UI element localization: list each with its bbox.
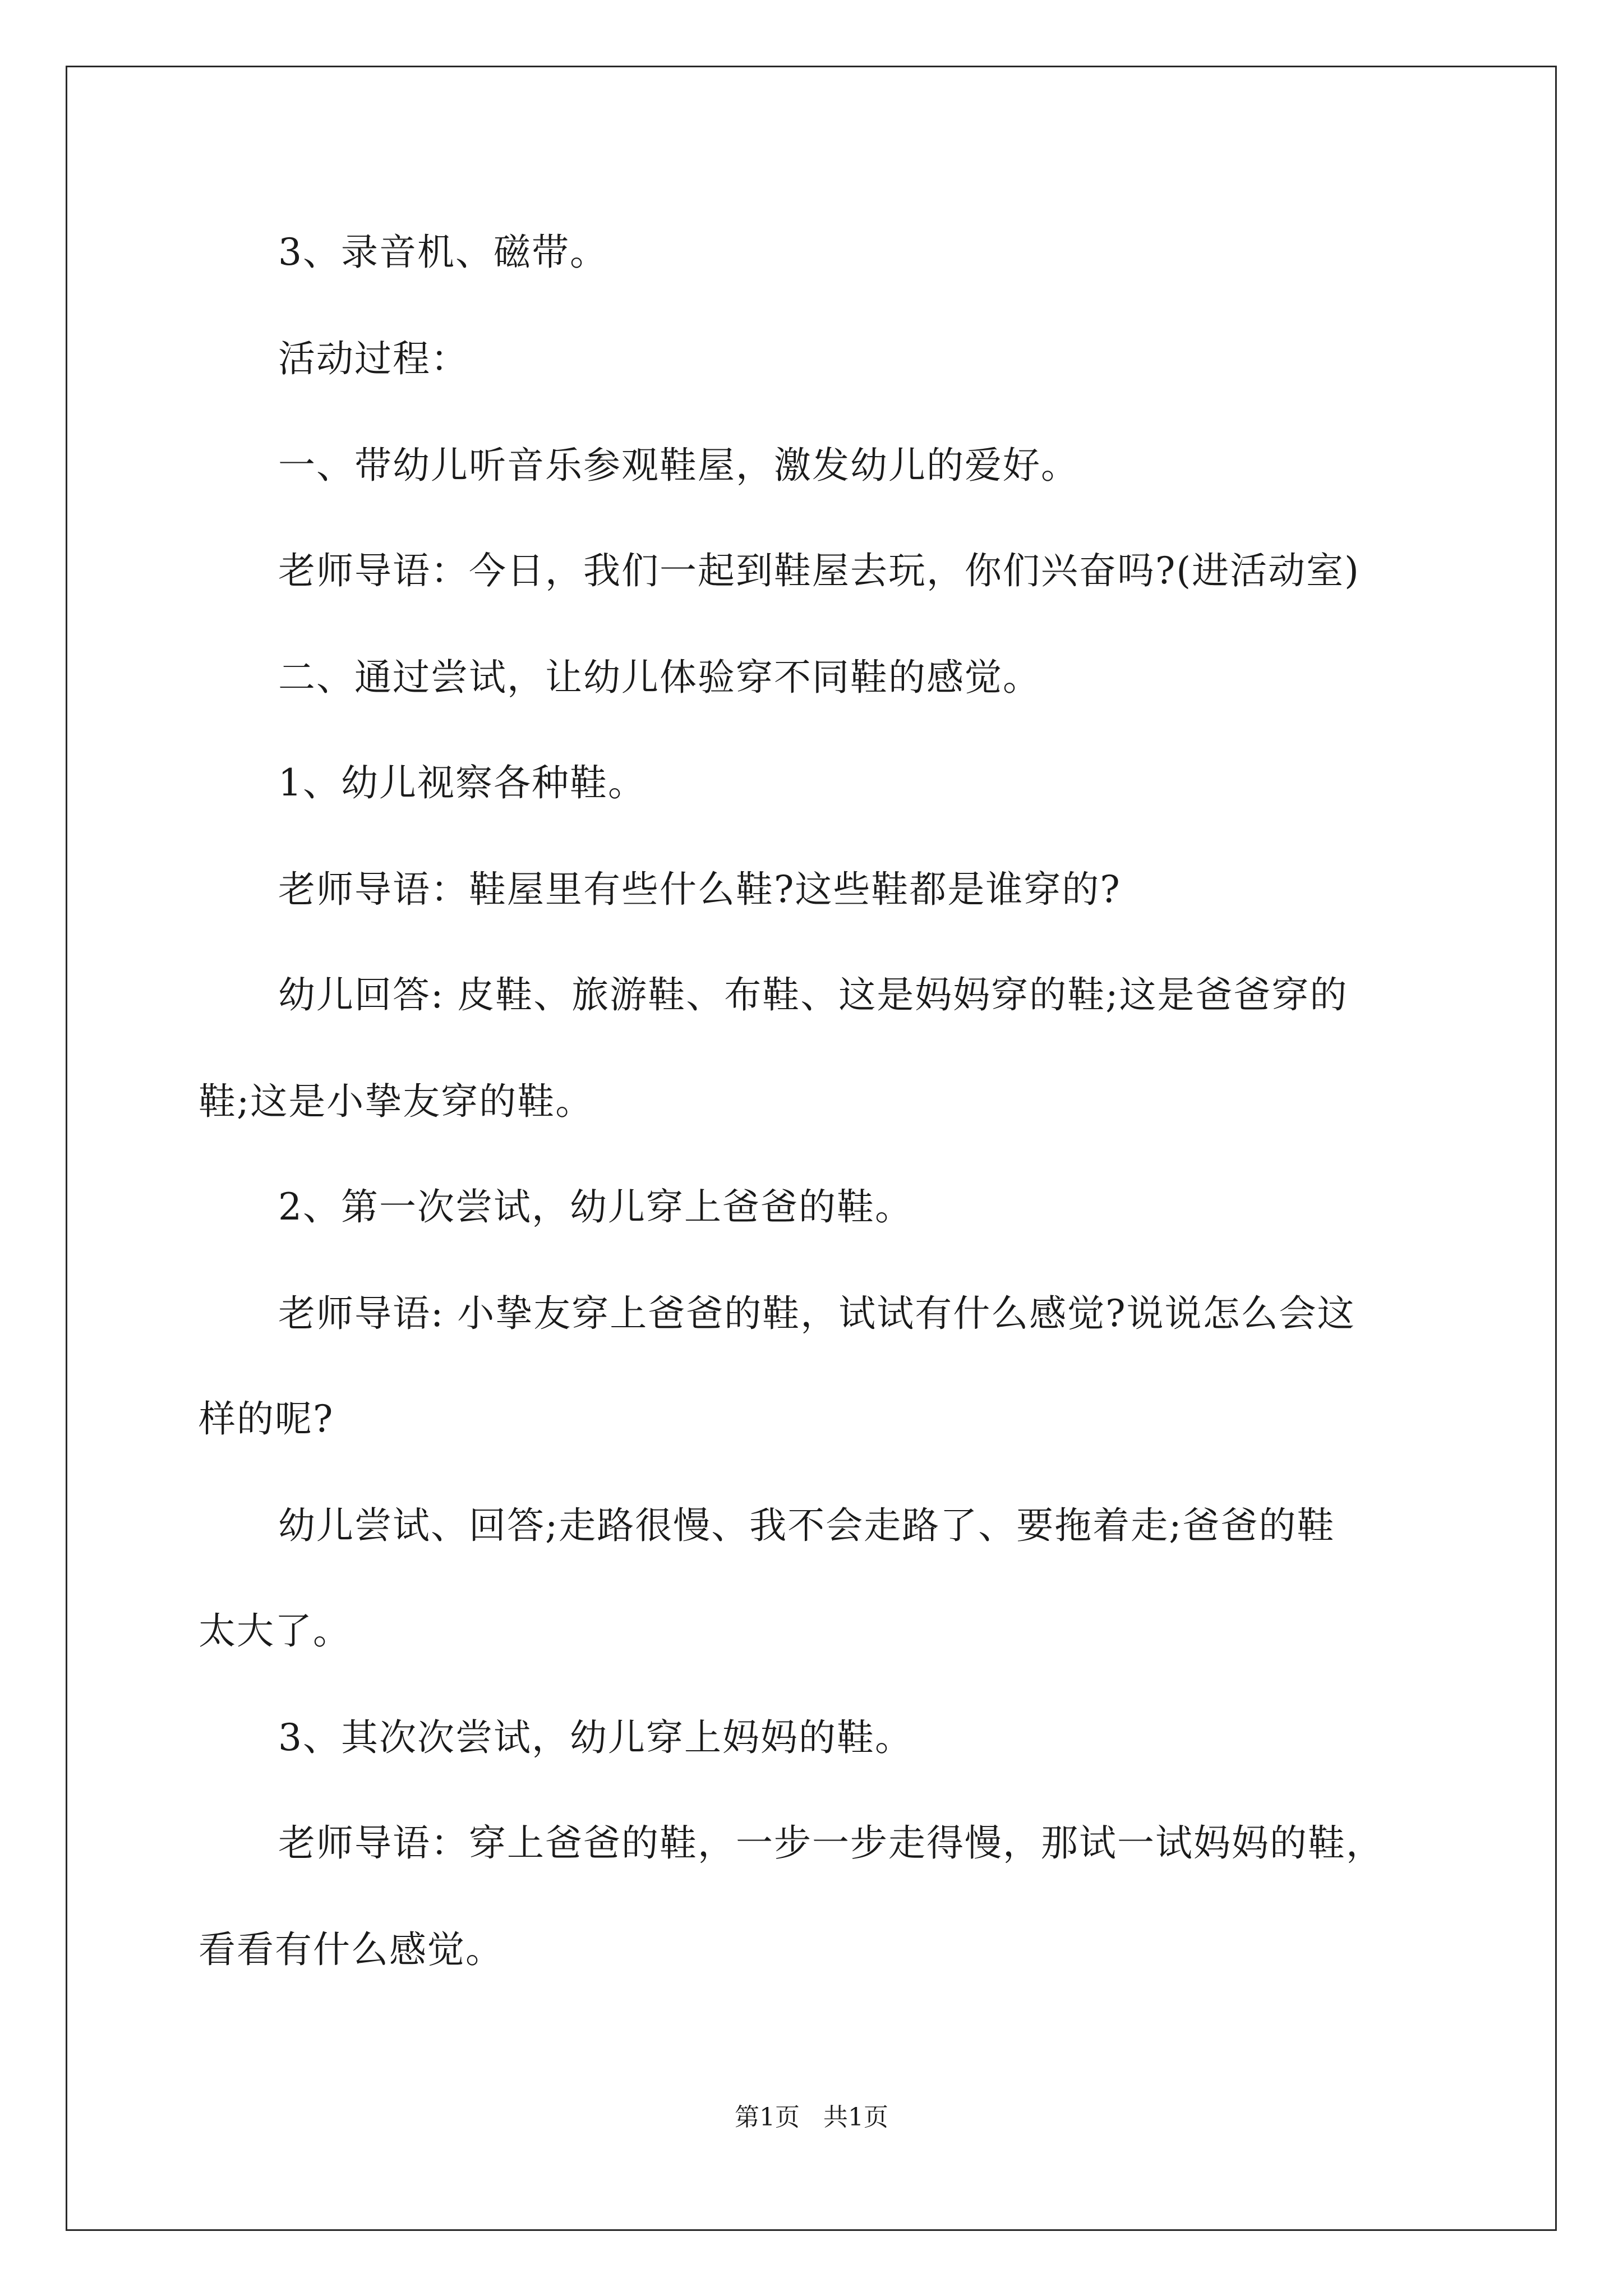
- paragraph: 1、幼儿视察各种鞋。: [278, 761, 646, 804]
- page-footer: 第1页 共1页: [735, 2103, 888, 2132]
- paragraph: 2、第一次尝试，幼儿穿上爸爸的鞋。: [278, 1185, 913, 1228]
- paragraph: 3、其次次尝试，幼儿穿上妈妈的鞋。: [278, 1716, 913, 1759]
- paragraph: 老师导语：穿上爸爸的鞋，一步一步走得慢，那试一试妈妈的鞋，: [278, 1821, 1384, 1865]
- paragraph-continuation: 样的呢?: [199, 1397, 334, 1441]
- paragraph: 老师导语: 小挚友穿上爸爸的鞋，试试有什么感觉?说说怎么会这: [278, 1292, 1355, 1335]
- paragraph-continuation: 鞋;这是小挚友穿的鞋。: [199, 1080, 594, 1123]
- paragraph: 3、录音机、磁带。: [278, 231, 608, 274]
- paragraph: 老师导语：今日，我们一起到鞋屋去玩，你们兴奋吗?(进活动室): [278, 549, 1360, 592]
- paragraph: 二、通过尝试，让幼儿体验穿不同鞋的感觉。: [278, 656, 1041, 699]
- paragraph: 活动过程：: [278, 337, 469, 380]
- page-border: [66, 66, 1557, 2231]
- paragraph: 幼儿回答: 皮鞋、旅游鞋、布鞋、这是妈妈穿的鞋;这是爸爸穿的: [278, 973, 1348, 1016]
- paragraph: 幼儿尝试、回答;走路很慢、我不会走路了、要拖着走;爸爸的鞋: [278, 1504, 1335, 1547]
- paragraph-continuation: 太大了。: [199, 1609, 351, 1653]
- paragraph-continuation: 看看有什么感觉。: [199, 1928, 504, 1971]
- paragraph: 一、带幼儿听音乐参观鞋屋，激发幼儿的爱好。: [278, 444, 1079, 487]
- paragraph: 老师导语：鞋屋里有些什么鞋?这些鞋都是谁穿的?: [278, 868, 1121, 911]
